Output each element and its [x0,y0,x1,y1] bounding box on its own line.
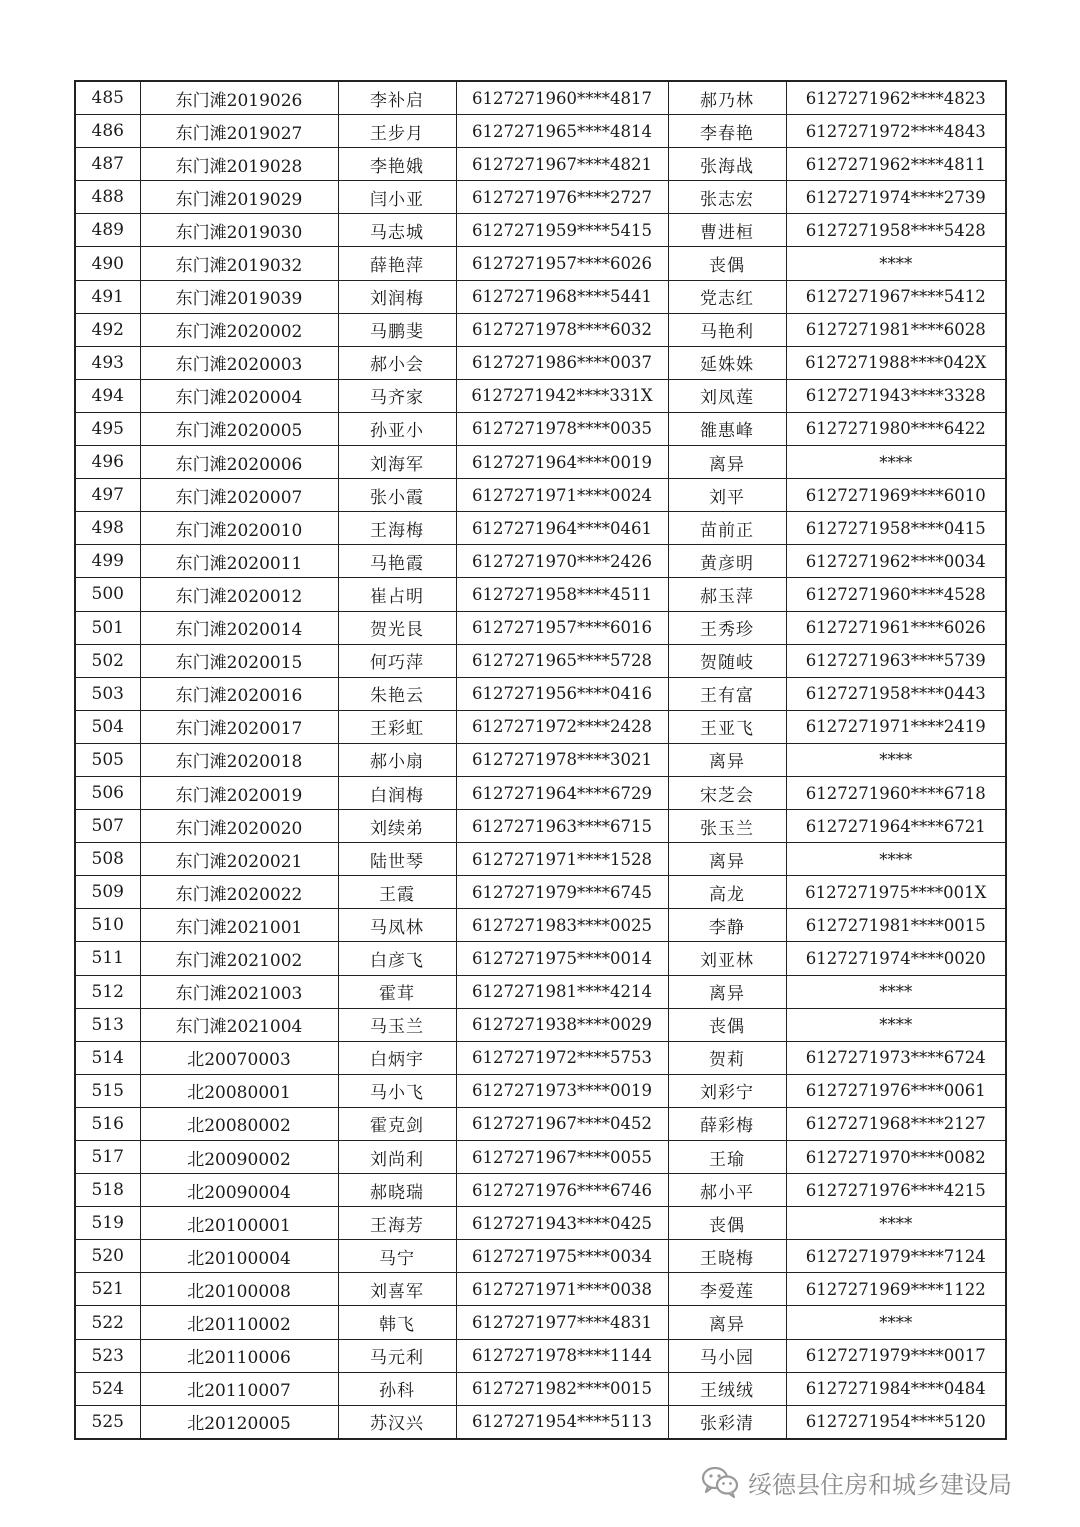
wechat-icon [700,1465,740,1499]
spouse-name-cell: 刘凤莲 [668,379,786,412]
spouse-id-cell: 6127271962****4811 [786,148,1006,181]
spouse-name-cell: 丧偶 [668,1008,786,1041]
applicant-name-cell: 马鹏斐 [338,313,456,346]
table-row [75,313,1006,346]
household-code-cell: 东门滩2020022 [140,876,338,909]
spouse-id-cell: 6127271974****0020 [786,942,1006,975]
row-number-cell: 485 [75,81,140,115]
table-row [75,1141,1006,1174]
watermark-text: 绥德县住房和城乡建设局 [748,1470,1012,1499]
spouse-name-cell: 马艳利 [668,313,786,346]
spouse-name-cell: 郝玉萍 [668,578,786,611]
household-code-cell: 东门滩2020003 [140,346,338,379]
row-number-cell: 505 [75,743,140,776]
spouse-name-cell: 丧偶 [668,1207,786,1240]
applicant-name-cell: 韩飞 [338,1306,456,1339]
household-code-cell: 东门滩2020018 [140,743,338,776]
applicant-id-cell: 6127271976****2727 [456,181,668,214]
applicant-name-cell: 王霞 [338,876,456,909]
applicant-id-cell: 6127271976****6746 [456,1174,668,1207]
applicant-id-cell: 6127271967****0452 [456,1107,668,1140]
row-number-cell: 488 [75,181,140,214]
applicant-name-cell: 刘喜军 [338,1273,456,1306]
applicant-name-cell: 李艳娥 [338,148,456,181]
spouse-id-cell: **** [786,843,1006,876]
table-row [75,975,1006,1008]
spouse-id-cell: 6127271976****4215 [786,1174,1006,1207]
applicant-name-cell: 孙亚小 [338,412,456,445]
household-code-cell: 东门滩2020004 [140,379,338,412]
applicant-name-cell: 郝小会 [338,346,456,379]
table-row [75,479,1006,512]
row-number-cell: 513 [75,1008,140,1041]
spouse-name-cell: 马小园 [668,1339,786,1372]
spouse-id-cell: **** [786,743,1006,776]
household-code-cell: 北20080002 [140,1107,338,1140]
applicant-name-cell: 张小霞 [338,479,456,512]
applicant-name-cell: 闫小亚 [338,181,456,214]
applicant-name-cell: 白润梅 [338,776,456,809]
applicant-name-cell: 马宁 [338,1240,456,1273]
applicant-name-cell: 刘续弟 [338,810,456,843]
applicant-id-cell: 6127271954****5113 [456,1405,668,1439]
spouse-name-cell: 贺随岐 [668,644,786,677]
row-number-cell: 519 [75,1207,140,1240]
row-number-cell: 494 [75,379,140,412]
spouse-id-cell: 6127271971****2419 [786,710,1006,743]
applicant-name-cell: 霍茸 [338,975,456,1008]
applicant-id-cell: 6127271957****6016 [456,611,668,644]
household-code-cell: 东门滩2019026 [140,81,338,115]
row-number-cell: 516 [75,1107,140,1140]
table-row [75,247,1006,280]
spouse-name-cell: 宋芝会 [668,776,786,809]
household-code-cell: 北20110007 [140,1372,338,1405]
row-number-cell: 502 [75,644,140,677]
row-number-cell: 498 [75,512,140,545]
spouse-id-cell: 6127271968****2127 [786,1107,1006,1140]
household-code-cell: 东门滩2019028 [140,148,338,181]
spouse-id-cell: 6127271970****0082 [786,1141,1006,1174]
spouse-id-cell: 6127271988****042X [786,346,1006,379]
household-code-cell: 北20100004 [140,1240,338,1273]
applicant-name-cell: 刘润梅 [338,280,456,313]
spouse-name-cell: 刘彩宁 [668,1074,786,1107]
row-number-cell: 509 [75,876,140,909]
applicant-name-cell: 孙科 [338,1372,456,1405]
applicant-name-cell: 白彦飞 [338,942,456,975]
spouse-name-cell: 离异 [668,975,786,1008]
applicant-name-cell: 霍克剑 [338,1107,456,1140]
applicant-name-cell: 王海芳 [338,1207,456,1240]
spouse-name-cell: 郝小平 [668,1174,786,1207]
applicant-id-cell: 6127271970****2426 [456,545,668,578]
household-code-cell: 北20090002 [140,1141,338,1174]
spouse-name-cell: 雒惠峰 [668,412,786,445]
applicant-name-cell: 郝晓瑞 [338,1174,456,1207]
spouse-name-cell: 王秀珍 [668,611,786,644]
spouse-name-cell: 薛彩梅 [668,1107,786,1140]
applicant-id-cell: 6127271975****0034 [456,1240,668,1273]
table-row [75,446,1006,479]
table-row [75,1240,1006,1273]
applicant-name-cell: 朱艳云 [338,677,456,710]
spouse-id-cell: 6127271954****5120 [786,1405,1006,1439]
spouse-id-cell: 6127271960****4528 [786,578,1006,611]
row-number-cell: 500 [75,578,140,611]
household-code-cell: 东门滩2020019 [140,776,338,809]
table-row [75,1008,1006,1041]
row-number-cell: 521 [75,1273,140,1306]
applicant-name-cell: 马小飞 [338,1074,456,1107]
table-row [75,181,1006,214]
table-row [75,1074,1006,1107]
applicant-id-cell: 6127271978****1144 [456,1339,668,1372]
spouse-name-cell: 张彩清 [668,1405,786,1439]
spouse-name-cell: 延姝姝 [668,346,786,379]
row-number-cell: 501 [75,611,140,644]
table-row [75,843,1006,876]
applicant-id-cell: 6127271965****5728 [456,644,668,677]
applicant-name-cell: 刘尚利 [338,1141,456,1174]
household-code-cell: 东门滩2019039 [140,280,338,313]
applicant-id-cell: 6127271967****0055 [456,1141,668,1174]
spouse-id-cell: 6127271979****7124 [786,1240,1006,1273]
applicant-name-cell: 马齐家 [338,379,456,412]
spouse-id-cell: 6127271984****0484 [786,1372,1006,1405]
row-number-cell: 499 [75,545,140,578]
applicant-id-cell: 6127271986****0037 [456,346,668,379]
applicant-id-cell: 6127271972****5753 [456,1041,668,1074]
spouse-id-cell: 6127271960****6718 [786,776,1006,809]
table-row [75,512,1006,545]
applicant-name-cell: 苏汉兴 [338,1405,456,1439]
applicant-id-cell: 6127271963****6715 [456,810,668,843]
row-number-cell: 490 [75,247,140,280]
row-number-cell: 491 [75,280,140,313]
applicant-id-cell: 6127271956****0416 [456,677,668,710]
household-code-cell: 东门滩2021001 [140,909,338,942]
spouse-name-cell: 离异 [668,843,786,876]
spouse-name-cell: 黄彦明 [668,545,786,578]
spouse-id-cell: 6127271980****6422 [786,412,1006,445]
spouse-id-cell: 6127271972****4843 [786,115,1006,148]
table-row [75,379,1006,412]
spouse-name-cell: 苗前正 [668,512,786,545]
applicant-name-cell: 马凤林 [338,909,456,942]
spouse-name-cell: 丧偶 [668,247,786,280]
spouse-name-cell: 王晓梅 [668,1240,786,1273]
table-row [75,710,1006,743]
spouse-name-cell: 党志红 [668,280,786,313]
household-code-cell: 东门滩2020016 [140,677,338,710]
table-row [75,115,1006,148]
table-row [75,1306,1006,1339]
spouse-name-cell: 离异 [668,743,786,776]
row-number-cell: 512 [75,975,140,1008]
spouse-id-cell: **** [786,975,1006,1008]
spouse-name-cell: 王有富 [668,677,786,710]
row-number-cell: 506 [75,776,140,809]
spouse-id-cell: 6127271974****2739 [786,181,1006,214]
applicant-name-cell: 薛艳萍 [338,247,456,280]
table-row [75,909,1006,942]
household-code-cell: 东门滩2020020 [140,810,338,843]
row-number-cell: 508 [75,843,140,876]
table-row [75,1207,1006,1240]
household-code-cell: 东门滩2021004 [140,1008,338,1041]
table-row [75,1339,1006,1372]
row-number-cell: 525 [75,1405,140,1439]
applicant-id-cell: 6127271982****0015 [456,1372,668,1405]
applicant-name-cell: 贺光艮 [338,611,456,644]
household-code-cell: 东门滩2019029 [140,181,338,214]
spouse-name-cell: 张海战 [668,148,786,181]
table-row [75,148,1006,181]
applicant-id-cell: 6127271978****3021 [456,743,668,776]
row-number-cell: 492 [75,313,140,346]
household-code-cell: 北20080001 [140,1074,338,1107]
spouse-id-cell: 6127271963****5739 [786,644,1006,677]
spouse-id-cell: 6127271958****0443 [786,677,1006,710]
spouse-id-cell: 6127271981****0015 [786,909,1006,942]
applicant-id-cell: 6127271971****0024 [456,479,668,512]
spouse-name-cell: 离异 [668,1306,786,1339]
applicant-id-cell: 6127271942****331X [456,379,668,412]
applicant-id-cell: 6127271938****0029 [456,1008,668,1041]
spouse-name-cell: 王瑜 [668,1141,786,1174]
spouse-name-cell: 刘亚林 [668,942,786,975]
applicant-id-cell: 6127271959****5415 [456,214,668,247]
household-code-cell: 东门滩2019032 [140,247,338,280]
spouse-id-cell: **** [786,446,1006,479]
spouse-id-cell: 6127271962****0034 [786,545,1006,578]
household-code-cell: 北20090004 [140,1174,338,1207]
applicant-name-cell: 王彩虹 [338,710,456,743]
table-row [75,578,1006,611]
household-code-cell: 东门滩2020011 [140,545,338,578]
spouse-id-cell: **** [786,247,1006,280]
applicant-name-cell: 李补启 [338,81,456,115]
applicant-id-cell: 6127271964****0019 [456,446,668,479]
table-row [75,1041,1006,1074]
spouse-name-cell: 张玉兰 [668,810,786,843]
spouse-name-cell: 郝乃林 [668,81,786,115]
spouse-name-cell: 张志宏 [668,181,786,214]
table-row [75,644,1006,677]
household-code-cell: 东门滩2020010 [140,512,338,545]
household-code-cell: 北20110002 [140,1306,338,1339]
applicant-id-cell: 6127271943****0425 [456,1207,668,1240]
applicant-name-cell: 马艳霞 [338,545,456,578]
roster-table [74,80,1007,1440]
applicant-id-cell: 6127271979****6745 [456,876,668,909]
table-row [75,876,1006,909]
table-row [75,677,1006,710]
table-row [75,743,1006,776]
watermark [700,1462,1060,1502]
row-number-cell: 514 [75,1041,140,1074]
spouse-id-cell: **** [786,1306,1006,1339]
row-number-cell: 497 [75,479,140,512]
row-number-cell: 503 [75,677,140,710]
applicant-id-cell: 6127271958****4511 [456,578,668,611]
applicant-name-cell: 白炳宇 [338,1041,456,1074]
table-row [75,214,1006,247]
row-number-cell: 504 [75,710,140,743]
applicant-name-cell: 何巧萍 [338,644,456,677]
applicant-id-cell: 6127271967****4821 [456,148,668,181]
row-number-cell: 496 [75,446,140,479]
spouse-name-cell: 刘平 [668,479,786,512]
table-row [75,81,1006,115]
table-row [75,280,1006,313]
spouse-name-cell: 王绒绒 [668,1372,786,1405]
applicant-name-cell: 陆世琴 [338,843,456,876]
spouse-id-cell: 6127271962****4823 [786,81,1006,115]
applicant-id-cell: 6127271957****6026 [456,247,668,280]
table-row [75,776,1006,809]
table-row [75,810,1006,843]
applicant-name-cell: 马志城 [338,214,456,247]
applicant-name-cell: 崔占明 [338,578,456,611]
spouse-name-cell: 李爱莲 [668,1273,786,1306]
spouse-name-cell: 李春艳 [668,115,786,148]
applicant-id-cell: 6127271971****1528 [456,843,668,876]
row-number-cell: 495 [75,412,140,445]
row-number-cell: 523 [75,1339,140,1372]
table-row [75,412,1006,445]
spouse-id-cell: 6127271958****5428 [786,214,1006,247]
spouse-id-cell: 6127271976****0061 [786,1074,1006,1107]
spouse-id-cell: 6127271967****5412 [786,280,1006,313]
spouse-id-cell: 6127271964****6721 [786,810,1006,843]
row-number-cell: 520 [75,1240,140,1273]
row-number-cell: 511 [75,942,140,975]
household-code-cell: 东门滩2020015 [140,644,338,677]
row-number-cell: 489 [75,214,140,247]
table-row [75,1372,1006,1405]
row-number-cell: 524 [75,1372,140,1405]
spouse-name-cell: 曹进桓 [668,214,786,247]
applicant-id-cell: 6127271964****6729 [456,776,668,809]
table-row [75,1405,1006,1439]
applicant-name-cell: 郝小扇 [338,743,456,776]
table-row [75,942,1006,975]
household-code-cell: 东门滩2021003 [140,975,338,1008]
table-row [75,545,1006,578]
row-number-cell: 493 [75,346,140,379]
spouse-id-cell: **** [786,1207,1006,1240]
applicant-id-cell: 6127271983****0025 [456,909,668,942]
spouse-id-cell: 6127271958****0415 [786,512,1006,545]
household-code-cell: 东门滩2019030 [140,214,338,247]
household-code-cell: 北20110006 [140,1339,338,1372]
applicant-id-cell: 6127271978****0035 [456,412,668,445]
table-row [75,1174,1006,1207]
spouse-id-cell: 6127271981****6028 [786,313,1006,346]
row-number-cell: 517 [75,1141,140,1174]
spouse-id-cell: 6127271969****6010 [786,479,1006,512]
household-code-cell: 东门滩2019027 [140,115,338,148]
spouse-name-cell: 高龙 [668,876,786,909]
applicant-id-cell: 6127271964****0461 [456,512,668,545]
household-code-cell: 北20120005 [140,1405,338,1439]
applicant-id-cell: 6127271971****0038 [456,1273,668,1306]
row-number-cell: 486 [75,115,140,148]
spouse-id-cell: **** [786,1008,1006,1041]
table-row [75,1273,1006,1306]
applicant-name-cell: 马玉兰 [338,1008,456,1041]
applicant-id-cell: 6127271977****4831 [456,1306,668,1339]
household-code-cell: 东门滩2020017 [140,710,338,743]
row-number-cell: 515 [75,1074,140,1107]
spouse-name-cell: 李静 [668,909,786,942]
spouse-id-cell: 6127271969****1122 [786,1273,1006,1306]
row-number-cell: 518 [75,1174,140,1207]
table-row [75,346,1006,379]
household-code-cell: 北20100008 [140,1273,338,1306]
spouse-name-cell: 贺莉 [668,1041,786,1074]
table-row [75,1107,1006,1140]
household-code-cell: 北20100001 [140,1207,338,1240]
roster-body [75,81,1006,1439]
household-code-cell: 东门滩2020002 [140,313,338,346]
spouse-id-cell: 6127271973****6724 [786,1041,1006,1074]
household-code-cell: 东门滩2020005 [140,412,338,445]
applicant-id-cell: 6127271973****0019 [456,1074,668,1107]
applicant-id-cell: 6127271972****2428 [456,710,668,743]
applicant-id-cell: 6127271960****4817 [456,81,668,115]
applicant-name-cell: 刘海军 [338,446,456,479]
row-number-cell: 522 [75,1306,140,1339]
applicant-name-cell: 马元利 [338,1339,456,1372]
applicant-id-cell: 6127271981****4214 [456,975,668,1008]
household-code-cell: 东门滩2020012 [140,578,338,611]
applicant-id-cell: 6127271968****5441 [456,280,668,313]
spouse-id-cell: 6127271943****3328 [786,379,1006,412]
household-code-cell: 东门滩2020014 [140,611,338,644]
spouse-id-cell: 6127271975****001X [786,876,1006,909]
applicant-id-cell: 6127271978****6032 [456,313,668,346]
applicant-id-cell: 6127271975****0014 [456,942,668,975]
spouse-id-cell: 6127271979****0017 [786,1339,1006,1372]
table-row [75,611,1006,644]
row-number-cell: 510 [75,909,140,942]
spouse-name-cell: 离异 [668,446,786,479]
household-code-cell: 北20070003 [140,1041,338,1074]
spouse-id-cell: 6127271961****6026 [786,611,1006,644]
applicant-name-cell: 王海梅 [338,512,456,545]
applicant-name-cell: 王步月 [338,115,456,148]
row-number-cell: 487 [75,148,140,181]
household-code-cell: 东门滩2020006 [140,446,338,479]
household-code-cell: 东门滩2020021 [140,843,338,876]
spouse-name-cell: 王亚飞 [668,710,786,743]
applicant-id-cell: 6127271965****4814 [456,115,668,148]
household-code-cell: 东门滩2020007 [140,479,338,512]
household-code-cell: 东门滩2021002 [140,942,338,975]
row-number-cell: 507 [75,810,140,843]
